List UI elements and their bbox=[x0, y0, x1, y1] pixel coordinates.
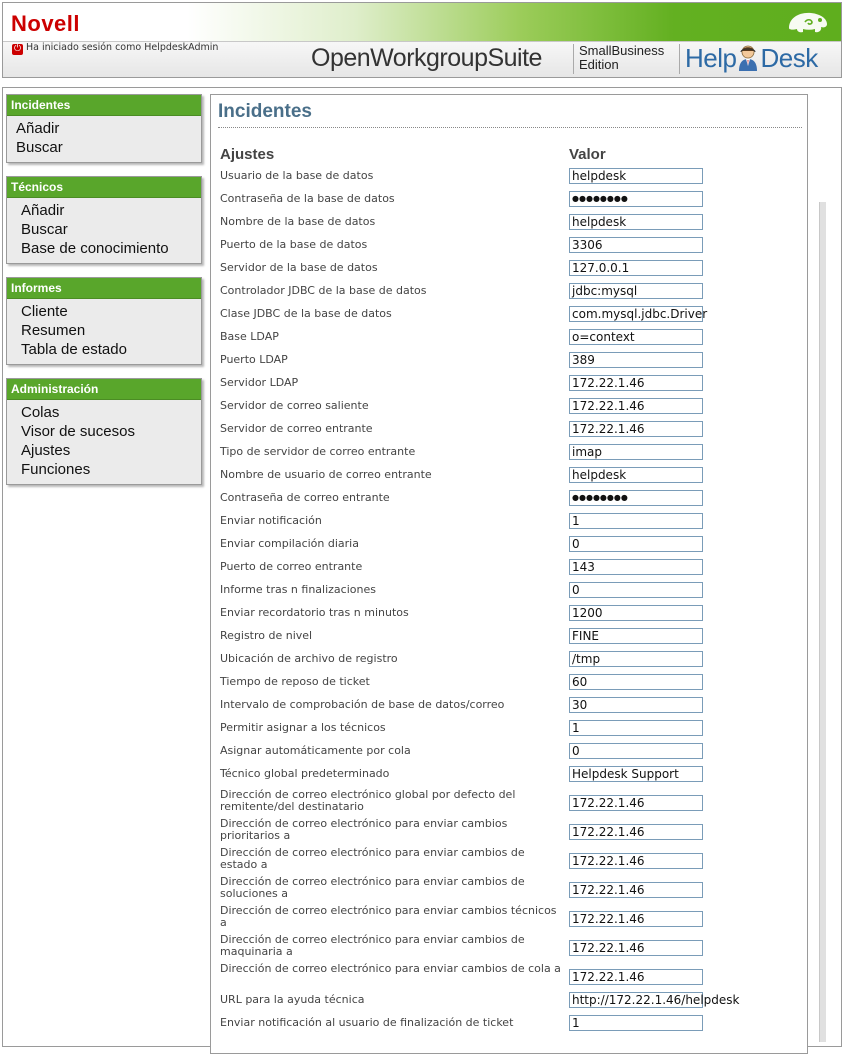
setting-label: Enviar notificación bbox=[220, 514, 322, 527]
table-row bbox=[220, 536, 810, 559]
setting-value-input[interactable]: 0 bbox=[569, 582, 703, 598]
table-row bbox=[220, 992, 810, 1015]
page-title: Incidentes bbox=[218, 101, 802, 128]
setting-label: Técnico global predeterminado bbox=[220, 767, 390, 780]
setting-value-input[interactable]: helpdesk bbox=[569, 168, 703, 184]
setting-value-input[interactable]: 3306 bbox=[569, 237, 703, 253]
sidebar-item-resumen[interactable]: Resumen bbox=[21, 322, 86, 339]
table-row bbox=[220, 306, 810, 329]
sidebar-section-incidentes bbox=[6, 94, 202, 163]
sidebar-item-funciones[interactable]: Funciones bbox=[21, 461, 91, 478]
setting-value-input[interactable]: 172.22.1.46 bbox=[569, 795, 703, 811]
login-status bbox=[12, 41, 218, 55]
setting-value-input[interactable]: helpdesk bbox=[569, 214, 703, 230]
setting-value-input[interactable]: 1 bbox=[569, 513, 703, 529]
novell-logo: Novell bbox=[11, 11, 81, 36]
table-row bbox=[220, 237, 810, 260]
setting-label: Dirección de correo electrónico para enviar cambios prioritarios a bbox=[220, 817, 508, 842]
setting-value-input[interactable]: 143 bbox=[569, 559, 703, 575]
setting-value-input[interactable]: 172.22.1.46 bbox=[569, 398, 703, 414]
helpdesk-logo bbox=[685, 43, 818, 73]
table-row bbox=[220, 352, 810, 375]
setting-label: Intervalo de comprobación de base de datos/correo bbox=[220, 698, 505, 711]
setting-label: Dirección de correo electrónico para enviar cambios de cola a bbox=[220, 962, 561, 975]
setting-label: Dirección de correo electrónico para enviar cambios de maquinaria a bbox=[220, 933, 525, 958]
setting-label: Nombre de usuario de correo entrante bbox=[220, 468, 432, 481]
setting-value-input[interactable]: http://172.22.1.46/helpdesk bbox=[569, 992, 703, 1008]
login-status-text: Ha iniciado sesión como HelpdeskAdmin bbox=[26, 42, 219, 53]
setting-value-input[interactable]: 1 bbox=[569, 1015, 703, 1031]
setting-value-input[interactable]: ●●●●●●●● bbox=[569, 191, 703, 207]
setting-label: Registro de nivel bbox=[220, 629, 313, 642]
table-row bbox=[220, 329, 810, 352]
setting-value-input[interactable]: 172.22.1.46 bbox=[569, 969, 703, 985]
desk-text: Desk bbox=[760, 43, 818, 73]
setting-value-input[interactable]: 30 bbox=[569, 697, 703, 713]
suite-name: OpenWorkgroupSuite bbox=[311, 44, 542, 72]
setting-value-input[interactable]: o=context bbox=[569, 329, 703, 345]
table-row bbox=[220, 559, 810, 582]
setting-value-input[interactable]: helpdesk bbox=[569, 467, 703, 483]
table-row bbox=[220, 720, 810, 743]
setting-label: Informe tras n finalizaciones bbox=[220, 583, 376, 596]
table-row bbox=[220, 789, 810, 818]
edition-line1: SmallBusiness bbox=[579, 43, 665, 58]
setting-value-input[interactable]: 1200 bbox=[569, 605, 703, 621]
table-row bbox=[220, 490, 810, 513]
setting-value-input[interactable]: FINE bbox=[569, 628, 703, 644]
setting-value-input[interactable]: 172.22.1.46 bbox=[569, 882, 703, 898]
setting-label: Tipo de servidor de correo entrante bbox=[220, 445, 416, 458]
setting-value-input[interactable]: 0 bbox=[569, 743, 703, 759]
sidebar-section-administracion bbox=[6, 378, 202, 485]
setting-label: Nombre de la base de datos bbox=[220, 215, 376, 228]
setting-label: Base LDAP bbox=[220, 330, 279, 343]
table-row bbox=[220, 963, 810, 992]
settings-table bbox=[220, 168, 810, 1038]
table-row bbox=[220, 398, 810, 421]
setting-value-input[interactable]: jdbc:mysql bbox=[569, 283, 703, 299]
sidebar-section-tecnicos bbox=[6, 176, 202, 264]
table-row bbox=[220, 582, 810, 605]
setting-label: Enviar compilación diaria bbox=[220, 537, 359, 550]
setting-label: Puerto LDAP bbox=[220, 353, 288, 366]
table-row bbox=[220, 605, 810, 628]
sidebar-section-title: Administración bbox=[7, 379, 201, 400]
setting-value-input[interactable]: 172.22.1.46 bbox=[569, 853, 703, 869]
table-row bbox=[220, 421, 810, 444]
setting-value-input[interactable]: imap bbox=[569, 444, 703, 460]
logout-power-icon[interactable]: ⏻ bbox=[13, 44, 22, 54]
table-row bbox=[220, 283, 810, 306]
setting-value-input[interactable]: 389 bbox=[569, 352, 703, 368]
table-row bbox=[220, 191, 810, 214]
setting-label: Dirección de correo electrónico para enviar cambios de soluciones a bbox=[220, 875, 525, 900]
setting-label: Asignar automáticamente por cola bbox=[220, 744, 411, 757]
setting-label: Dirección de correo electrónico global por defecto del remitente/del destinatario bbox=[220, 788, 516, 813]
setting-label: Puerto de correo entrante bbox=[220, 560, 363, 573]
sidebar-item-tecnicos-buscar[interactable]: Buscar bbox=[21, 221, 68, 238]
table-row bbox=[220, 766, 810, 789]
sidebar-item-incidentes-anadir[interactable]: Añadir bbox=[16, 120, 60, 137]
sidebar-item-base-conocimiento[interactable]: Base de conocimiento bbox=[21, 240, 169, 257]
column-header-value: Valor bbox=[569, 146, 606, 163]
sidebar-item-cliente[interactable]: Cliente bbox=[21, 303, 68, 320]
table-row bbox=[220, 168, 810, 191]
setting-label: Dirección de correo electrónico para enviar cambios de estado a bbox=[220, 846, 525, 871]
setting-label: Servidor de la base de datos bbox=[220, 261, 378, 274]
edition-line2: Edition bbox=[579, 57, 619, 72]
suse-chameleon-icon bbox=[785, 8, 831, 36]
sidebar-item-tecnicos-anadir[interactable]: Añadir bbox=[21, 202, 65, 219]
setting-label: Servidor de correo entrante bbox=[220, 422, 373, 435]
table-row bbox=[220, 651, 810, 674]
setting-label: Permitir asignar a los técnicos bbox=[220, 721, 386, 734]
help-text: Help bbox=[685, 43, 737, 73]
sidebar bbox=[6, 94, 202, 498]
setting-value-input[interactable]: 127.0.0.1 bbox=[569, 260, 703, 276]
table-row bbox=[220, 628, 810, 651]
sidebar-section-title: Informes bbox=[7, 278, 201, 299]
table-row bbox=[220, 905, 810, 934]
table-row bbox=[220, 260, 810, 283]
setting-value-input[interactable]: 172.22.1.46 bbox=[569, 911, 703, 927]
table-row bbox=[220, 697, 810, 720]
setting-label: Enviar recordatorio tras n minutos bbox=[220, 606, 409, 619]
person-icon bbox=[737, 44, 759, 72]
setting-label: Servidor LDAP bbox=[220, 376, 299, 389]
setting-label: Contraseña de la base de datos bbox=[220, 192, 395, 205]
setting-value-input[interactable]: 172.22.1.46 bbox=[569, 421, 703, 437]
setting-value-input[interactable]: com.mysql.jdbc.Driver bbox=[569, 306, 703, 322]
sidebar-item-visor-sucesos[interactable]: Visor de sucesos bbox=[21, 423, 135, 440]
setting-value-input[interactable]: ●●●●●●●● bbox=[569, 490, 703, 506]
setting-label: Puerto de la base de datos bbox=[220, 238, 368, 251]
setting-label: Tiempo de reposo de ticket bbox=[220, 675, 370, 688]
setting-value-input[interactable]: 172.22.1.46 bbox=[569, 375, 703, 391]
table-row bbox=[220, 444, 810, 467]
setting-label: Ubicación de archivo de registro bbox=[220, 652, 398, 665]
table-row bbox=[220, 847, 810, 876]
sidebar-item-colas[interactable]: Colas bbox=[21, 404, 60, 421]
header-separator bbox=[573, 44, 574, 74]
table-row bbox=[220, 674, 810, 697]
header-separator bbox=[679, 44, 680, 74]
table-row bbox=[220, 1015, 810, 1038]
scrollbar[interactable] bbox=[819, 202, 826, 1042]
setting-label: URL para la ayuda técnica bbox=[220, 993, 365, 1006]
setting-label: Enviar notificación al usuario de finalización de ticket bbox=[220, 1016, 514, 1029]
setting-label: Dirección de correo electrónico para enviar cambios técnicos a bbox=[220, 904, 557, 929]
sidebar-item-incidentes-buscar[interactable]: Buscar bbox=[16, 139, 63, 156]
app-header bbox=[2, 2, 842, 78]
table-row bbox=[220, 513, 810, 536]
table-row bbox=[220, 818, 810, 847]
setting-label: Usuario de la base de datos bbox=[220, 169, 374, 182]
table-row bbox=[220, 467, 810, 490]
edition-label bbox=[579, 44, 664, 72]
setting-value-input[interactable]: 172.22.1.46 bbox=[569, 940, 703, 956]
table-row bbox=[220, 876, 810, 905]
table-row bbox=[220, 214, 810, 237]
sidebar-section-informes bbox=[6, 277, 202, 365]
setting-value-input[interactable]: 0 bbox=[569, 536, 703, 552]
setting-value-input[interactable]: Helpdesk Support bbox=[569, 766, 703, 782]
setting-label: Contraseña de correo entrante bbox=[220, 491, 390, 504]
setting-label: Clase JDBC de la base de datos bbox=[220, 307, 392, 320]
table-row bbox=[220, 934, 810, 963]
setting-value-input[interactable]: 1 bbox=[569, 720, 703, 736]
setting-label: Controlador JDBC de la base de datos bbox=[220, 284, 427, 297]
sidebar-section-title: Técnicos bbox=[7, 177, 201, 198]
sidebar-section-title: Incidentes bbox=[7, 95, 201, 116]
setting-value-input[interactable]: 172.22.1.46 bbox=[569, 824, 703, 840]
sidebar-item-tabla-estado[interactable]: Tabla de estado bbox=[21, 341, 127, 358]
setting-value-input[interactable]: /tmp bbox=[569, 651, 703, 667]
sidebar-item-ajustes[interactable]: Ajustes bbox=[21, 442, 71, 459]
setting-label: Servidor de correo saliente bbox=[220, 399, 369, 412]
column-header-settings: Ajustes bbox=[220, 146, 275, 163]
table-row bbox=[220, 743, 810, 766]
table-row bbox=[220, 375, 810, 398]
setting-value-input[interactable]: 60 bbox=[569, 674, 703, 690]
header-gradient bbox=[3, 3, 841, 41]
